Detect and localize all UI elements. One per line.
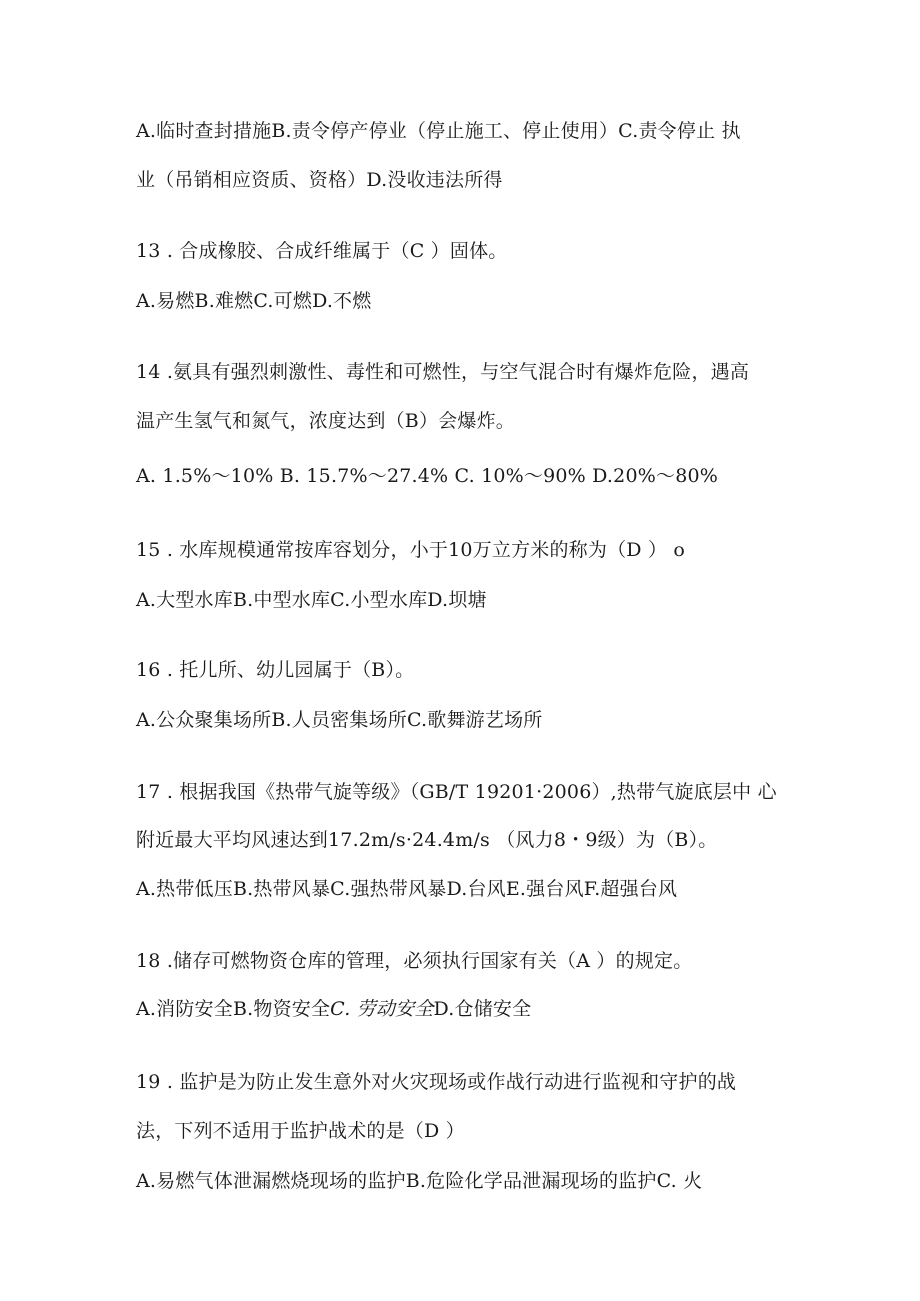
question-19: 19 . 监护是为防止发生意外对火灾现场或作战行动进行监视和守护的战 bbox=[136, 1071, 737, 1093]
option-line-13: A.易燃B.难燃C.可燃D.不燃 bbox=[136, 290, 372, 312]
option-18-c: C. 劳动安全 bbox=[330, 998, 434, 1020]
question-17: 17 . 根据我国《热带气旋等级》（GB/T 19201·2006）,热带气旋底层中 心 bbox=[136, 781, 777, 803]
question-15: 15 . 水库规模通常按库容划分，小于10万立方米的称为（D ） o bbox=[136, 539, 686, 561]
option-line-15: A.大型水库B.中型水库C.小型水库D.坝塘 bbox=[136, 589, 487, 611]
question-14-cont: 温产生氢气和氮气，浓度达到（B）会爆炸。 bbox=[136, 410, 515, 432]
question-17-cont: 附近最大平均风速达到17.2m/s·24.4m/s （风力8・9级）为（B）。 bbox=[136, 829, 718, 851]
option-line-19: A.易燃气体泄漏燃烧现场的监护B.危险化学品泄漏现场的监护C. 火 bbox=[136, 1170, 703, 1192]
option-line-17: A.热带低压B.热带风暴C.强热带风暴D.台风E.强台风F.超强台风 bbox=[136, 878, 678, 900]
option-line-18 bbox=[136, 997, 531, 1021]
question-19-cont: 法，下列不适用于监护战术的是（D ） bbox=[136, 1120, 465, 1142]
question-16: 16 . 托儿所、幼儿园属于（B）。 bbox=[136, 659, 415, 681]
question-13: 13 . 合成橡胶、合成纤维属于（C ）固体。 bbox=[136, 240, 508, 262]
option-line-16: A.公众聚集场所B.人员密集场所C.歌舞游艺场所 bbox=[136, 709, 543, 731]
option-18-d: D.仓储安全 bbox=[433, 998, 532, 1020]
question-14: 14 .氨具有强烈刺激性、毒性和可燃性，与空气混合时有爆炸危险，遇高 bbox=[136, 361, 750, 383]
option-18-b: B.物资安全 bbox=[232, 998, 331, 1020]
option-18-a: A.消防安全 bbox=[136, 998, 233, 1020]
option-line-12-cont: 业（吊销相应资质、资格）D.没收违法所得 bbox=[136, 169, 503, 191]
option-line-14: A. 1.5%〜10% B. 15.7%〜27.4% C. 10%〜90% D.20%〜80% bbox=[136, 465, 719, 487]
question-18: 18 .储存可燃物资仓库的管理，必须执行国家有关（A ）的规定。 bbox=[136, 950, 693, 972]
option-line-12: A.临时查封措施B.责令停产停业（停止施工、停止使用）C.责令停止 执 bbox=[136, 120, 741, 142]
